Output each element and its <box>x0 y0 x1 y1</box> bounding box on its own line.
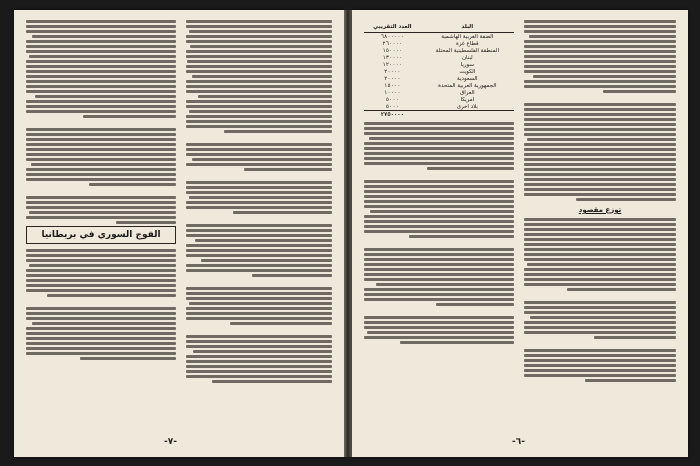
table-cell-count: ١٣٠٠٠٠ <box>382 54 403 61</box>
right-page-left-column <box>364 20 514 344</box>
left-page <box>14 10 344 457</box>
table-row <box>364 54 514 61</box>
table-cell-country: الضفة الغربية الهاشمية <box>441 33 494 40</box>
table-header-count: العدد التقريبي <box>364 23 421 33</box>
table-cell-count: ١٢٠٠٠٠ <box>382 61 403 68</box>
table-cell-country: الكويت <box>459 68 476 75</box>
table-row <box>364 68 514 75</box>
table-row <box>364 89 514 96</box>
table-header-country: البلد <box>421 23 514 33</box>
right-page-right-column <box>524 20 676 382</box>
table-cell-country: بلاد اخرى <box>456 103 478 110</box>
table-row <box>364 47 514 54</box>
table-row <box>364 33 514 41</box>
table-cell-count: ١٥٠٠٠٠ <box>382 47 403 54</box>
text-block <box>26 20 176 224</box>
table-cell-country: لبنان <box>461 54 473 61</box>
table-cell-count: ٢٠٠٠٠ <box>384 75 401 82</box>
table-total-row <box>364 111 514 119</box>
table-cell-count: ١٥٠٠٠ <box>384 82 401 89</box>
text-block <box>524 218 676 382</box>
text-block <box>26 249 176 360</box>
text-block <box>186 20 332 383</box>
table-row <box>364 96 514 103</box>
text-block <box>524 20 676 201</box>
table-row <box>364 75 514 82</box>
left-page-left-column <box>26 20 176 360</box>
left-page-right-column <box>186 20 332 383</box>
population-table <box>364 23 514 118</box>
table-cell-country: العراق <box>459 89 475 96</box>
table-cell-count: ٥٠٠٠ <box>385 96 399 103</box>
table-total-value: ٢٧٥٠٠٠٠ <box>364 111 421 119</box>
section-heading: توزع مقصود <box>578 206 622 214</box>
table-cell-country: قطاع غزة <box>456 40 479 47</box>
right-page <box>352 10 688 457</box>
table-cell-count: ٦٨٠٠٠٠٠ <box>380 33 404 40</box>
boxed-article-heading: الفوج السوري في بريطانيا <box>26 226 176 244</box>
table-row <box>364 40 514 47</box>
table-cell-country: الجمهورية العربية المتحدة <box>438 82 497 89</box>
table-cell-count: ٥٠٠٠ <box>385 103 399 110</box>
table-cell-count: ٢٠٠٠٠ <box>384 68 401 75</box>
table-row <box>364 103 514 111</box>
page-number: -٧- <box>164 437 177 447</box>
table-cell-country: السعودية <box>457 75 478 82</box>
text-block <box>364 122 514 344</box>
table-cell-country: المنطقة الفلسطينية المحتلة <box>435 47 499 54</box>
table-cell-country: امريكا <box>460 96 475 103</box>
table-cell-count: ١٠٠٠٠ <box>384 89 401 96</box>
book-gutter <box>344 10 352 457</box>
table-cell-count: ٢٦٠٠٠٠ <box>382 40 403 47</box>
table-total-label <box>421 111 514 119</box>
table-row <box>364 61 514 68</box>
table-cell-country: سوريا <box>460 61 474 68</box>
page-number: -٦- <box>512 437 525 447</box>
table-row <box>364 82 514 89</box>
